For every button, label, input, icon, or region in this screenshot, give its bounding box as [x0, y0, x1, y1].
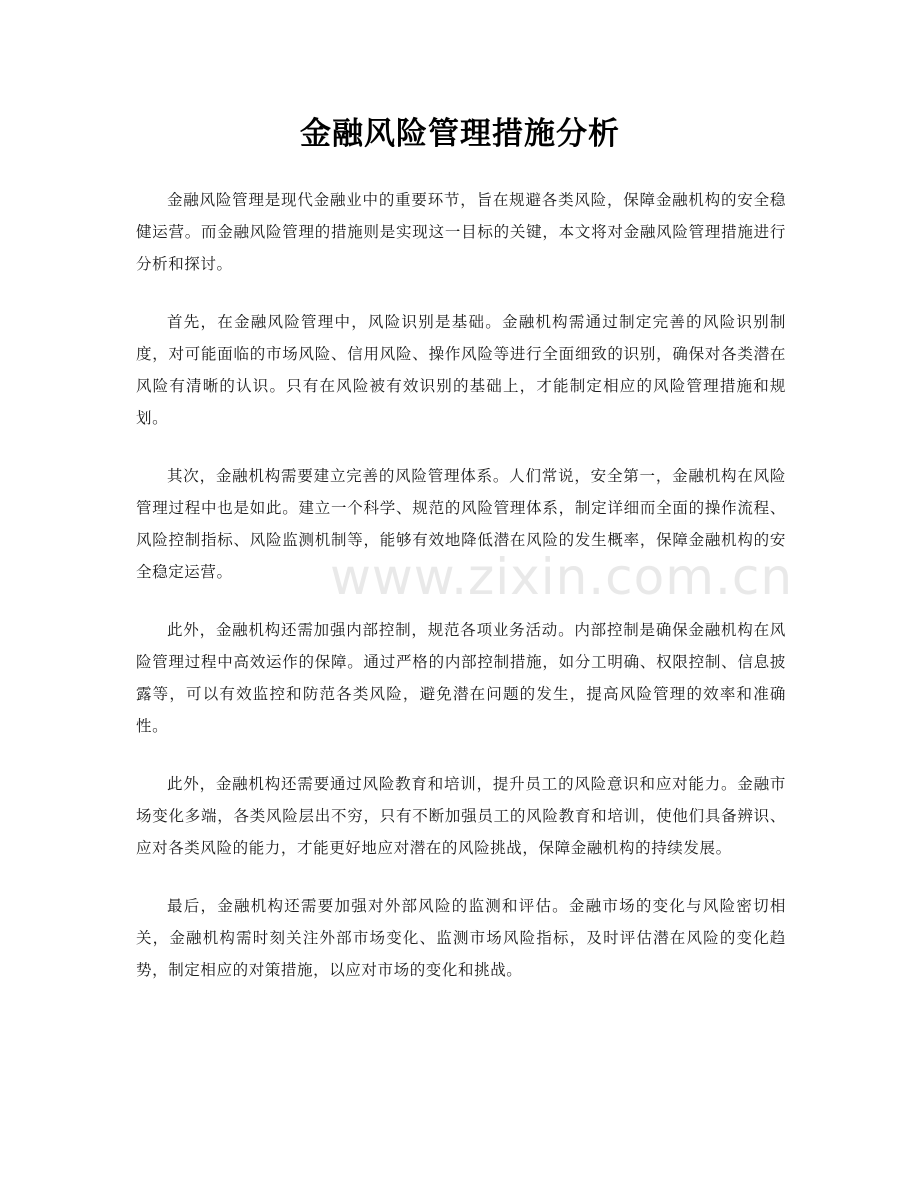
paragraph-intro: 金融风险管理是现代金融业中的重要环节，旨在规避各类风险，保障金融机构的安全稳健运营。而金融风险管理的措施则是实现这一目标的关键，本文将对金融风险管理措施进行分析和探讨。: [136, 191, 786, 273]
paragraph-risk-system: 其次，金融机构需要建立完善的风险管理体系。人们常说，安全第一，金融机构在风险管理过程中也是如此。建立一个科学、规范的风险管理体系，制定详细而全面的操作流程、风险控制指标、风险监测机制等，能够有效地降低潜在风险的发生概率，保障金融机构的安全稳定运营。: [136, 467, 786, 581]
paragraph-internal-control: 此外，金融机构还需加强内部控制，规范各项业务活动。内部控制是确保金融机构在风险管理过程中高效运作的保障。通过严格的内部控制措施，如分工明确、权限控制、信息披露等，可以有效监控和防范各类风险，避免潜在问题的发生，提高风险管理的效率和准确性。: [136, 621, 786, 735]
document-title: 金融风险管理措施分析: [300, 116, 620, 152]
paragraph-external-monitoring: 最后，金融机构还需要加强对外部风险的监测和评估。金融市场的变化与风险密切相关，金融机构需时刻关注外部市场变化、监测市场风险指标，及时评估潜在风险的变化趋势，制定相应的对策措施，以应对市场的变化和挑战。: [136, 897, 786, 979]
paragraph-risk-identification: 首先，在金融风险管理中，风险识别是基础。金融机构需通过制定完善的风险识别制度，对可能面临的市场风险、信用风险、操作风险等进行全面细致的识别，确保对各类潜在风险有清晰的认识。只有在风险被有效识别的基础上，才能制定相应的风险管理措施和规划。: [136, 313, 786, 427]
watermark-text: www.zixin.com.cn: [330, 548, 794, 606]
document-body: [136, 184, 786, 1012]
paragraph-training: 此外，金融机构还需要通过风险教育和培训，提升员工的风险意识和应对能力。金融市场变化多端，各类风险层出不穷，只有不断加强员工的风险教育和培训，使他们具备辨识、应对各类风险的能力，才能更好地应对潜在的风险挑战，保障金融机构的持续发展。: [136, 775, 786, 857]
